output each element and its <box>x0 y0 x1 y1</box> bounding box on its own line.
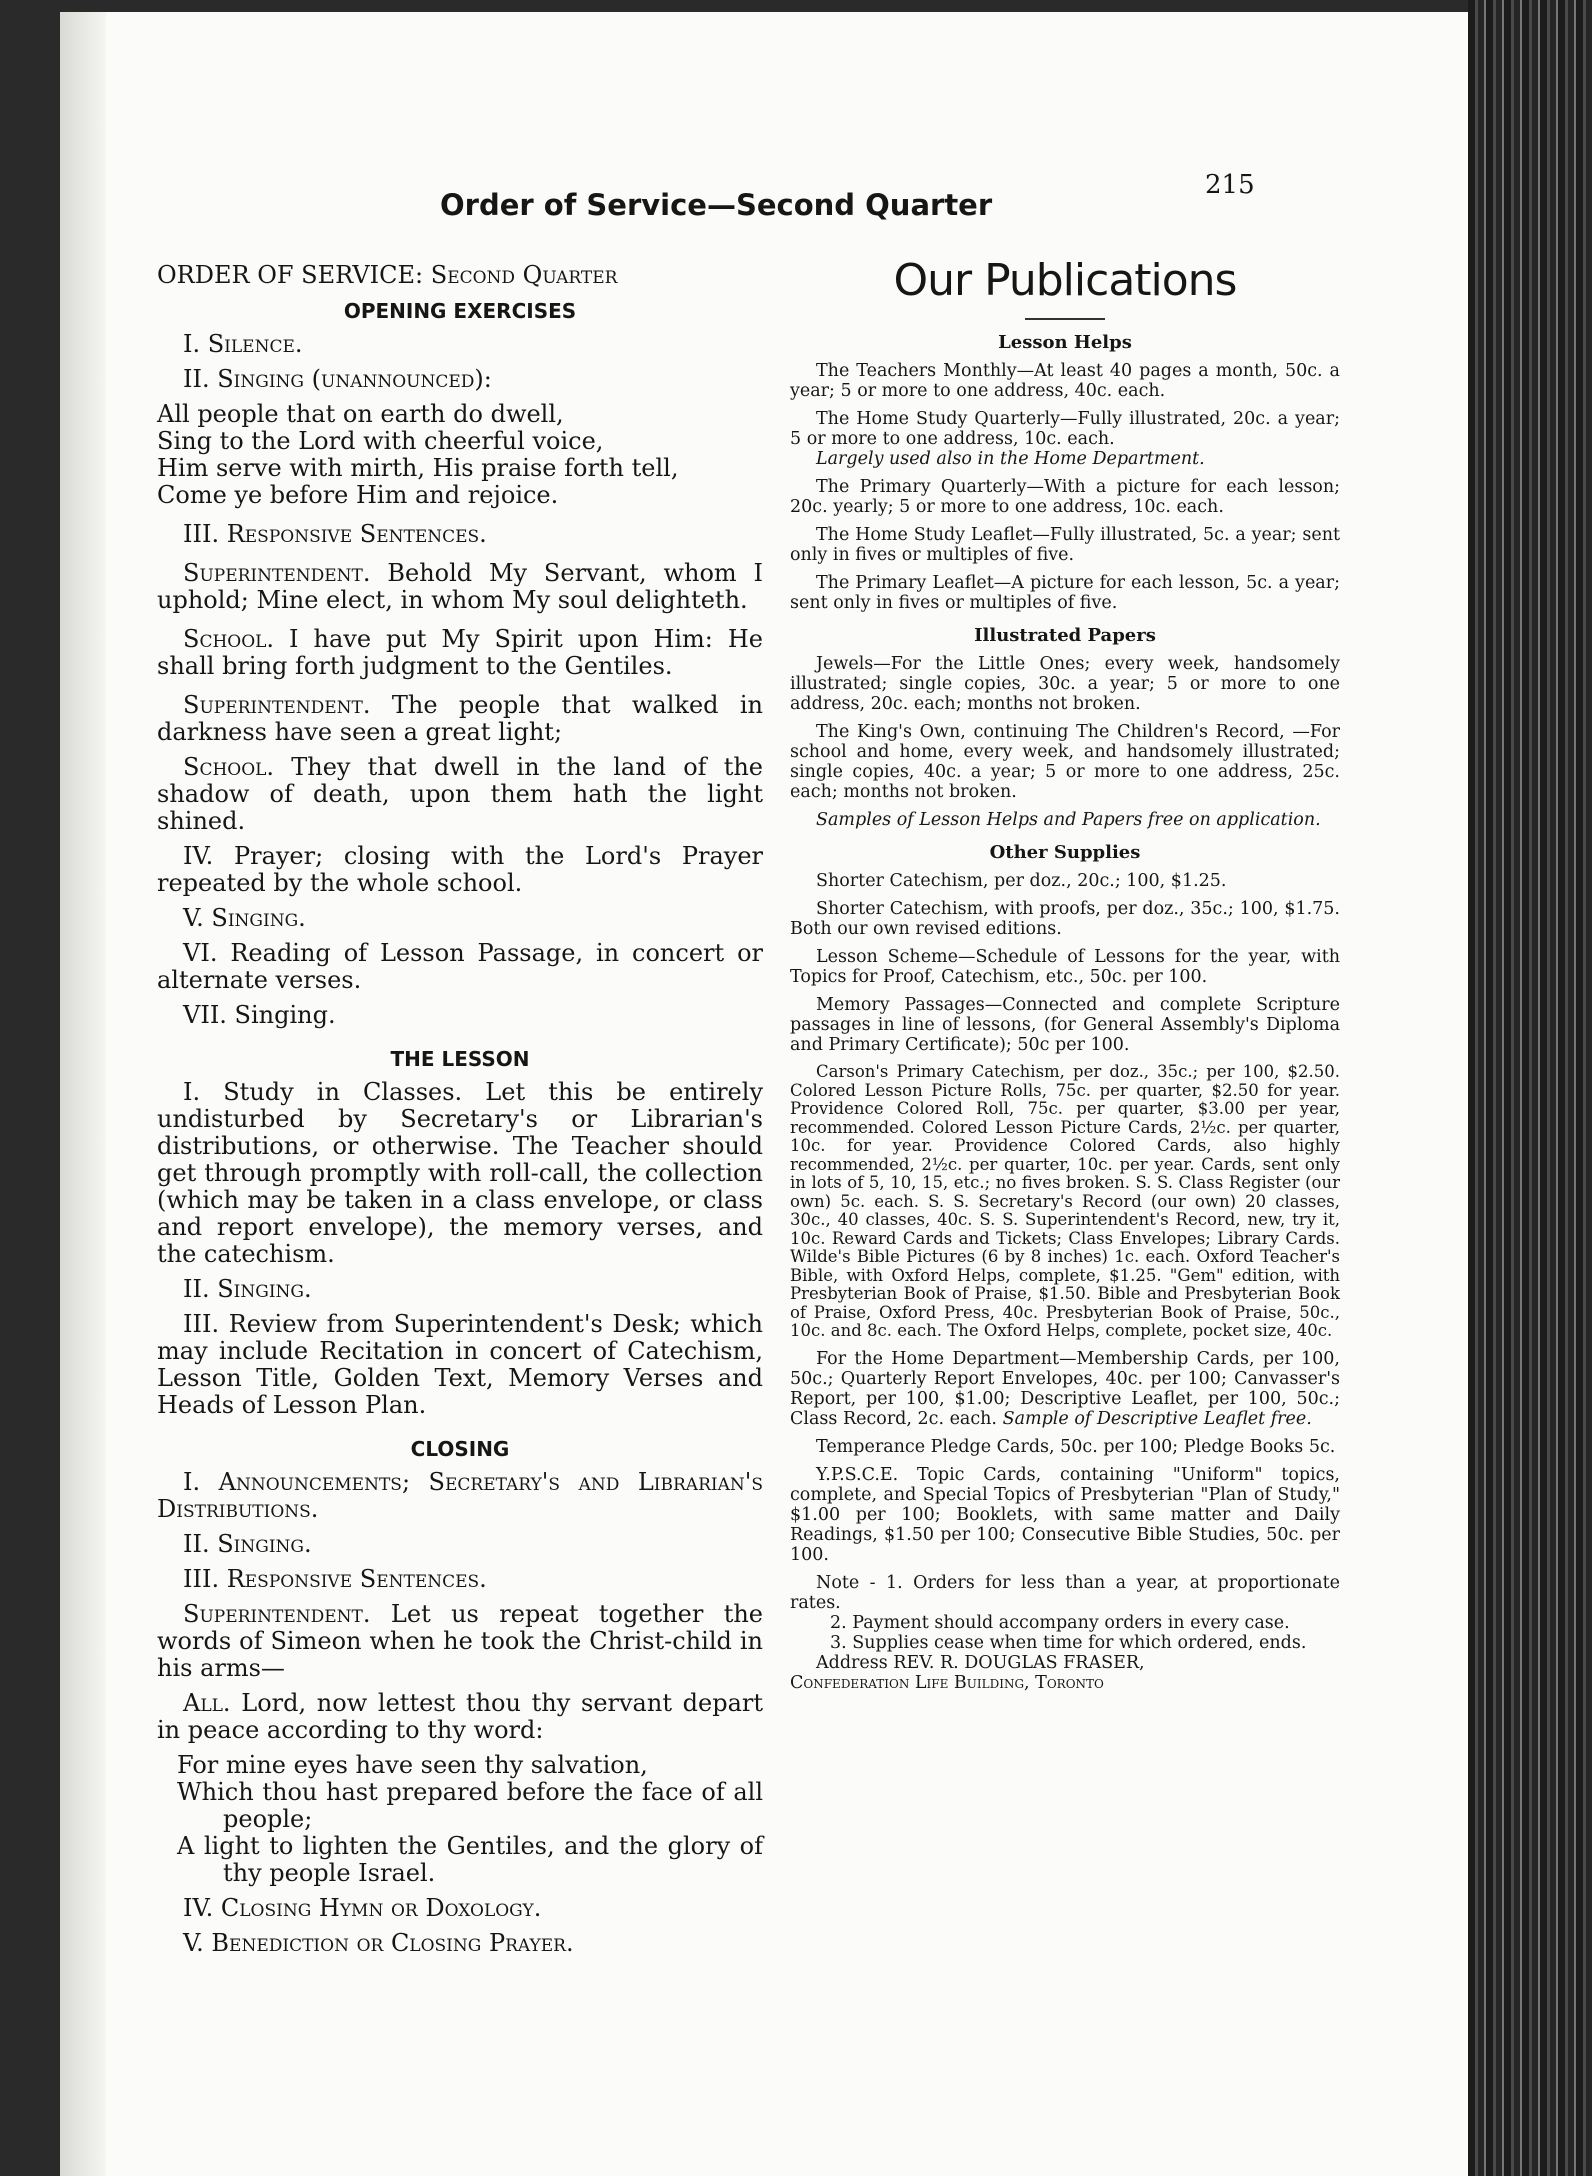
supply-entry: Lesson Scheme—Schedule of Lessons for the year, with Topics for Proof, Catechism, etc., 50c. per 100. <box>790 947 1340 987</box>
sentence-text: They that dwell in the land of the shadow of death, upon them hath the light shined. <box>157 753 763 835</box>
reading-item: VI. Reading of Lesson Passage, in concert or alternate verses. <box>157 939 763 994</box>
publications-title: Our Publications <box>893 255 1237 306</box>
singing-item-2: V. Singing. <box>183 904 306 932</box>
hymn-line: All people that on earth do dwell, <box>157 400 564 428</box>
publication-entry: The King's Own, continuing The Children's Record, —For school and home, every week, and handsomely illustrated; single copies, 40c. a year; 5 or more to one address, 25c. each; months not broken. <box>790 722 1340 802</box>
sentence-text: I have put My Spirit upon Him: He shall bring forth judgment to the Gentiles. <box>157 625 763 680</box>
sentence-text: Behold My Servant, whom I uphold; Mine elect, in whom My soul delighteth. <box>157 559 763 614</box>
superintendent-sentence-3 <box>157 1601 763 1682</box>
publications-column <box>790 255 1340 1693</box>
publication-entry: The Primary Quarterly—With a picture for each lesson; 20c. yearly; 5 or more to one address, 10c. each. <box>790 477 1340 517</box>
supply-entry: Shorter Catechism, per doz., 20c.; 100, $1.25. <box>816 871 1227 891</box>
publication-entry: The Primary Leaflet—A picture for each lesson, 5c. a year; sent only in fives or multiples of five. <box>790 573 1340 613</box>
school-sentence-1 <box>157 626 763 680</box>
closing-heading: CLOSING <box>410 1437 510 1461</box>
title-rule <box>1025 318 1105 320</box>
publication-entry: Jewels—For the Little Ones; every week, handsomely illustrated; single copies, 30c. a year; 5 or more to one address, 20c. each; months not broken. <box>790 654 1340 714</box>
order-of-service-title: ORDER OF SERVICE: Second Quarter <box>157 261 618 289</box>
speaker-label: School. <box>183 753 275 781</box>
announcements-item: I. Announcements; Secretary's and Librarian's Distributions. <box>157 1468 763 1523</box>
address-line: Confederation Life Building, Toronto <box>790 1672 1104 1693</box>
hymn-line: Sing to the Lord with cheerful voice, <box>157 427 604 455</box>
page-number: 215 <box>1205 170 1255 200</box>
singing-item-1: II. Singing (unannounced): <box>183 365 492 393</box>
publication-entry: The Home Study Leaflet—Fully illustrated, 5c. a year; sent only in fives or multiples of five. <box>790 525 1340 565</box>
superintendent-sentence-1 <box>157 560 763 614</box>
study-in-classes-item: I. Study in Classes. Let this be entirely undisturbed by Secretary's or Librarian's distributions, or otherwise. The Teacher should get through promptly with roll-call, the collection (which may be taken in a class envelope, or class and report envelope), the memory verses, and the catechism. <box>157 1078 763 1268</box>
school-sentence-2 <box>157 754 763 835</box>
publication-note: Largely used also in the Home Department. <box>816 449 1205 469</box>
the-lesson-heading: THE LESSON <box>390 1047 530 1071</box>
order-note: Note - 1. Orders for less than a year, at proportionate rates. <box>790 1572 1340 1613</box>
supply-text: For the Home Department—Membership Cards, per 100, 50c.; Quarterly Report Envelopes, 40c. per 100; Canvasser's Report, per 100, $1.00; Descriptive Leaflet, per 100, 50c.; Class Record, 2c. each. <box>790 1348 1340 1429</box>
page-gutter <box>60 12 106 2176</box>
canticle-line: A light to lighten the Gentiles, and the glory of thy people Israel. <box>177 1832 763 1887</box>
singing-item-4: II. Singing. <box>183 1275 312 1303</box>
superintendent-sentence-2 <box>157 692 763 746</box>
speaker-label: All. <box>183 1689 231 1717</box>
sentence-text: Let us repeat together the words of Simeon when he took the Christ-child in his arms— <box>157 1600 763 1682</box>
supply-entry <box>790 1349 1340 1429</box>
all-response <box>157 1690 763 1744</box>
opening-exercises-heading: OPENING EXERCISES <box>343 299 577 323</box>
book-binding-edge <box>1468 0 1592 2176</box>
canticle-line: Which thou hast prepared before the face of all people; <box>177 1778 763 1833</box>
lesson-helps-heading: Lesson Helps <box>998 332 1132 353</box>
publication-entry: The Teachers Monthly—At least 40 pages a month, 50c. a year; 5 or more to one address, 40c. each. <box>790 361 1340 401</box>
prayer-item: IV. Prayer; closing with the Lord's Prayer repeated by the whole school. <box>157 842 763 897</box>
silence-item: I. Silence. <box>183 330 303 358</box>
speaker-label: Superintendent. <box>183 1600 371 1628</box>
supply-note: Sample of Descriptive Leaflet free. <box>1002 1408 1312 1429</box>
closing-hymn-item: IV. Closing Hymn or Doxology. <box>183 1894 542 1922</box>
speaker-label: Superintendent. <box>183 559 371 587</box>
other-supplies-heading: Other Supplies <box>989 842 1141 863</box>
speaker-label: Superintendent. <box>183 691 371 719</box>
responsive-sentences-item: III. Responsive Sentences. <box>183 520 487 548</box>
publication-entry: The Home Study Quarterly—Fully illustrated, 20c. a year; 5 or more to one address, 10c. each. <box>790 409 1340 449</box>
canticle-line: For mine eyes have seen thy salvation, <box>177 1751 648 1779</box>
benediction-item: V. Benediction or Closing Prayer. <box>183 1929 574 1957</box>
order-note: 2. Payment should accompany orders in every case. <box>830 1612 1290 1633</box>
order-note: 3. Supplies cease when time for which ordered, ends. <box>830 1632 1307 1653</box>
supply-entry: Carson's Primary Catechism, per doz., 35c.; per 100, $2.50. Colored Lesson Picture Rolls, 75c. per quarter, $2.50 for year. Providence Colored Roll, 75c. per quarter, $3.00 per year, recommended. Colored Lesson Picture Cards, 2½c. per quarter, 10c. for year. Providence Colored Cards, also highly recommended, 2½c. per quarter, 10c. per year. Cards, sent only in lots of 5, 10, 15, etc.; no fives broken. S. S. Class Register (our own) 5c. each. S. S. Secretary's Record (our own) 20 classes, 30c., 40 classes, 40c. S. S. Superintendent's Record, new, try it, 10c. Reward Cards and Tickets; Class Envelopes; Library Cards. Wilde's Bible Pictures (6 by 8 inches) 1c. each. Oxford Teacher's Bible, with Oxford Helps, complete, $1.25. "Gem" edition, with Presbyterian Book of Praise, $1.50. Bible and Presbyterian Book of Praise, Oxford Press, 40c. Presbyterian Book of Praise, 50c., 10c. and 8c. each. The Oxford Helps, complete, pocket size, 40c. <box>790 1062 1340 1340</box>
supply-entry: Temperance Pledge Cards, 50c. per 100; Pledge Books 5c. <box>816 1436 1336 1457</box>
samples-note: Samples of Lesson Helps and Papers free on application. <box>816 810 1321 830</box>
running-head: Order of Service—Second Quarter <box>440 188 993 222</box>
hymn-line: Come ye before Him and rejoice. <box>157 481 559 509</box>
supply-entry: Y.P.S.C.E. Topic Cards, containing "Uniform" topics, complete, and Special Topics of Presbyterian "Plan of Study," $1.00 per 100; Booklets, with same matter and Daily Readings, $1.50 per 100; Consecutive Bible Studies, 50c. per 100. <box>790 1464 1340 1565</box>
speaker-label: School. <box>183 625 275 653</box>
hymn-line: Him serve with mirth, His praise forth tell, <box>157 454 679 482</box>
supply-entry: Memory Passages—Connected and complete Scripture passages in line of lessons, (for General Assembly's Diploma and Primary Certificate); 50c per 100. <box>790 995 1340 1055</box>
singing-item-3: VII. Singing. <box>183 1001 336 1029</box>
supply-entry: Shorter Catechism, with proofs, per doz., 35c.; 100, $1.75. Both our own revised editions. <box>790 899 1340 939</box>
sentence-text: The people that walked in darkness have seen a great light; <box>157 691 764 746</box>
address-line: Address REV. R. DOUGLAS FRASER, <box>816 1652 1145 1673</box>
responsive-sentences-item-2: III. Responsive Sentences. <box>183 1565 487 1593</box>
illustrated-papers-heading: Illustrated Papers <box>974 625 1156 646</box>
singing-item-5: II. Singing. <box>183 1530 312 1558</box>
order-of-service-column <box>157 262 763 1957</box>
sentence-text: Lord, now lettest thou thy servant depart in peace according to thy word: <box>157 1689 764 1744</box>
review-item: III. Review from Superintendent's Desk; which may include Recitation in concert of Catechism, Lesson Title, Golden Text, Memory Verses and Heads of Lesson Plan. <box>157 1310 763 1419</box>
